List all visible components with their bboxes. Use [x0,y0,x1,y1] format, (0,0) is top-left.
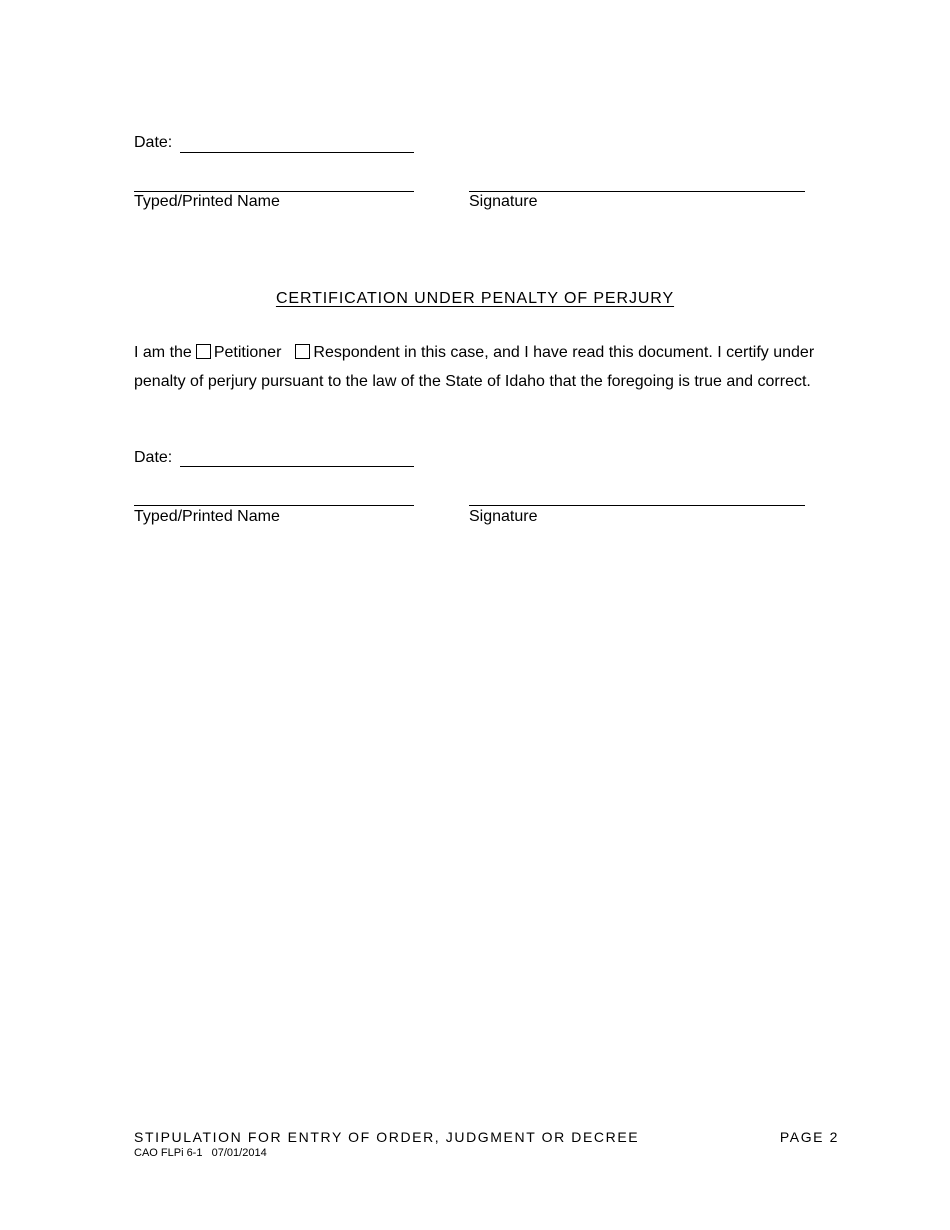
date-label: Date: [134,449,173,466]
footer-form-code: CAO FLPi 6-1 07/01/2014 [134,1147,267,1159]
respondent-label: Respondent [313,344,400,361]
petitioner-label: Petitioner [213,344,282,361]
certification-heading-text: CERTIFICATION UNDER PENALTY OF PERJURY [275,290,675,307]
certification-heading [0,289,950,309]
signature-label: Signature [469,508,538,525]
signature-label: Signature [469,193,538,210]
intro-text: I am the [134,344,192,361]
date-line[interactable] [180,466,414,467]
date-label: Date: [134,134,173,151]
respondent-checkbox[interactable] [295,344,310,359]
signature-line[interactable] [469,505,805,506]
name-label: Typed/Printed Name [134,508,280,525]
petitioner-checkbox[interactable] [196,344,211,359]
date-line[interactable] [180,152,414,153]
name-label: Typed/Printed Name [134,193,280,210]
certification-body-text: in this case, and I have read this document. I certify under penalty of perjury pursuant to the law of the State of Idaho that the foregoing is true and correct. [134,344,815,390]
name-line[interactable] [134,505,414,506]
certification-paragraph [134,338,824,396]
footer-form-title: STIPULATION FOR ENTRY OF ORDER, JUDGMENT OR DECREE [134,1129,640,1145]
footer-page-number: PAGE 2 [779,1129,839,1145]
